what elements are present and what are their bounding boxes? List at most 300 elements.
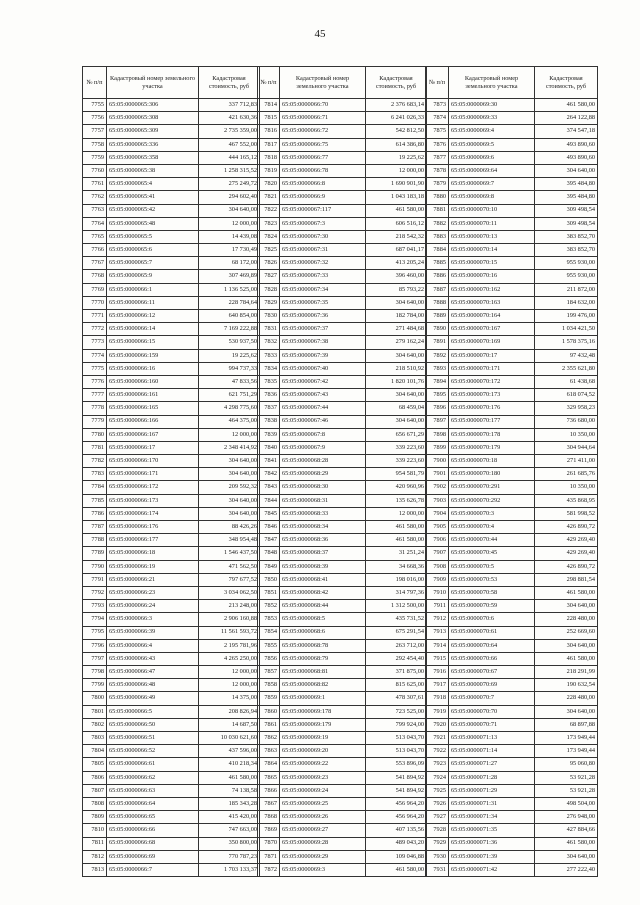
cadastral-number: 65:05:0000066:1 [107,283,199,296]
cadastral-number: 65:05:0000068:78 [280,639,366,652]
table-row [83,784,260,797]
table-row [83,99,260,112]
table-row [83,679,260,692]
table-row [258,375,427,388]
row-number: 7760 [83,164,107,177]
cadastral-value: 182 784,00 [366,310,427,323]
table-row [83,613,260,626]
cadastral-value: 723 525,00 [366,705,427,718]
cadastral-number: 65:05:0000068:33 [280,507,366,520]
cadastral-number: 65:05:0000066:65 [107,811,199,824]
table-row [426,217,598,230]
row-number: 7787 [83,521,107,534]
table-row [83,732,260,745]
row-number: 7804 [83,745,107,758]
cadastral-number: 65:05:0000067:31 [280,244,366,257]
table-row [258,323,427,336]
row-number: 7911 [426,600,449,613]
row-number: 7823 [258,217,280,230]
row-number: 7758 [83,138,107,151]
row-number: 7851 [258,586,280,599]
table-body [426,99,598,877]
cadastral-number: 65:05:0000069:24 [280,784,366,797]
table-row [258,745,427,758]
cadastral-number: 65:05:0000070:163 [449,296,535,309]
cadastral-number: 65:05:0000066:70 [280,99,366,112]
cadastral-value: 513 043,70 [366,732,427,745]
table-row [83,296,260,309]
cadastral-value: 471 562,50 [199,560,260,573]
cadastral-number: 65:05:0000070:58 [449,586,535,599]
cadastral-number: 65:05:0000067:46 [280,415,366,428]
cadastral-value: 383 852,70 [535,244,598,257]
table-row [83,771,260,784]
row-number: 7925 [426,784,449,797]
row-number: 7849 [258,560,280,573]
table-row [83,191,260,204]
table-row [426,784,598,797]
cadastral-number: 65:05:0000070:292 [449,494,535,507]
cadastral-number: 65:05:0000069:64 [449,164,535,177]
table-row [83,125,260,138]
table-row [426,521,598,534]
cadastral-number: 65:05:0000066:172 [107,481,199,494]
cadastral-number: 65:05:0000069:6 [449,151,535,164]
table-row [258,257,427,270]
cadastral-number: 65:05:0000066:72 [280,125,366,138]
cadastral-number: 65:05:0000066:171 [107,468,199,481]
cadastral-value: 736 680,00 [535,415,598,428]
cadastral-value: 7 169 222,88 [199,323,260,336]
cadastral-value: 271 484,68 [366,323,427,336]
row-number: 7884 [426,244,449,257]
row-number: 7850 [258,573,280,586]
cadastral-number: 65:05:0000065:42 [107,204,199,217]
row-number: 7815 [258,112,280,125]
table-row [83,164,260,177]
cadastral-value: 88 426,26 [199,521,260,534]
row-number: 7829 [258,296,280,309]
header-num: № п/п [258,67,280,99]
cadastral-number: 65:05:0000069:4 [449,125,535,138]
row-number: 7798 [83,666,107,679]
table-row [83,560,260,573]
table-row [426,336,598,349]
cadastral-value: 542 812,50 [366,125,427,138]
cadastral-number: 65:05:0000068:82 [280,679,366,692]
cadastral-number: 65:05:0000068:31 [280,494,366,507]
cadastral-value: 1 258 315,52 [199,164,260,177]
cadastral-value: 228 784,64 [199,296,260,309]
cadastral-number: 65:05:0000066:160 [107,375,199,388]
row-number: 7898 [426,428,449,441]
cadastral-value: 10 030 621,60 [199,732,260,745]
cadastral-value: 350 800,00 [199,837,260,850]
row-number: 7797 [83,652,107,665]
cadastral-value: 461 580,00 [535,652,598,665]
table-row [83,481,260,494]
cadastral-value: 209 592,32 [199,481,260,494]
cadastral-value: 541 894,92 [366,784,427,797]
cadastral-value: 614 386,80 [366,138,427,151]
table-row [83,402,260,415]
table-row [83,666,260,679]
cadastral-number: 65:05:0000070:64 [449,639,535,652]
cadastral-value: 541 894,92 [366,771,427,784]
table-row [83,586,260,599]
table-row [258,494,427,507]
table-row [258,441,427,454]
row-number: 7775 [83,362,107,375]
table-row [258,362,427,375]
table-row [258,771,427,784]
row-number: 7879 [426,178,449,191]
cadastral-number: 65:05:0000067:44 [280,402,366,415]
cadastral-number: 65:05:0000068:42 [280,586,366,599]
cadastral-value: 14 687,50 [199,718,260,731]
row-number: 7864 [258,758,280,771]
table-row [258,560,427,573]
cadastral-number: 65:05:0000066:8 [280,178,366,191]
row-number: 7779 [83,415,107,428]
cadastral-value: 1 043 183,18 [366,191,427,204]
table-row [83,230,260,243]
cadastral-value: 95 060,80 [535,758,598,771]
cadastral-value: 47 833,56 [199,375,260,388]
table-row [426,375,598,388]
row-number: 7889 [426,310,449,323]
cadastral-value: 413 205,24 [366,257,427,270]
row-number: 7811 [83,837,107,850]
cadastral-value: 426 890,72 [535,521,598,534]
table-row [83,547,260,560]
cadastral-value: 656 671,29 [366,428,427,441]
cadastral-value: 513 043,70 [366,745,427,758]
row-number: 7766 [83,244,107,257]
table-row [426,296,598,309]
row-number: 7899 [426,441,449,454]
row-number: 7902 [426,481,449,494]
table-row [83,639,260,652]
row-number: 7931 [426,863,449,876]
cadastral-value: 304 640,00 [366,349,427,362]
cadastral-value: 185 343,28 [199,797,260,810]
row-number: 7893 [426,362,449,375]
table-row [83,573,260,586]
cadastral-value: 429 269,40 [535,547,598,560]
cadastral-number: 65:05:0000066:39 [107,626,199,639]
cadastral-value: 435 731,52 [366,613,427,626]
row-number: 7825 [258,244,280,257]
row-number: 7762 [83,191,107,204]
cadastral-value: 2 735 359,00 [199,125,260,138]
cadastral-number: 65:05:0000066:176 [107,521,199,534]
cadastral-number: 65:05:0000071:35 [449,824,535,837]
table-row [426,560,598,573]
cadastral-value: 14 375,00 [199,692,260,705]
cadastral-number: 65:05:0000069:7 [449,178,535,191]
cadastral-number: 65:05:0000068:39 [280,560,366,573]
table-row [258,534,427,547]
row-number: 7852 [258,600,280,613]
table-row [83,217,260,230]
table-row [258,402,427,415]
cadastral-number: 65:05:0000070:61 [449,626,535,639]
table-row [83,244,260,257]
table-row [258,191,427,204]
cadastral-value: 304 640,00 [199,204,260,217]
row-number: 7813 [83,863,107,876]
cadastral-value: 955 930,00 [535,270,598,283]
cadastral-value: 10 350,00 [535,481,598,494]
cadastral-number: 65:05:0000070:59 [449,600,535,613]
row-number: 7914 [426,639,449,652]
table-header-row [426,67,598,99]
cadastral-value: 275 249,72 [199,178,260,191]
cadastral-value: 19 225,62 [366,151,427,164]
table-row [83,455,260,468]
cadastral-number: 65:05:0000070:14 [449,244,535,257]
cadastral-value: 799 924,00 [366,718,427,731]
cadastral-number: 65:05:0000070:291 [449,481,535,494]
cadastral-number: 65:05:0000071:27 [449,758,535,771]
cadastral-value: 304 640,00 [199,507,260,520]
table-row [426,507,598,520]
table-row [83,600,260,613]
cadastral-value: 675 291,54 [366,626,427,639]
row-number: 7875 [426,125,449,138]
cadastral-number: 65:05:0000065:309 [107,125,199,138]
row-number: 7913 [426,626,449,639]
cadastral-value: 640 854,00 [199,310,260,323]
cadastral-number: 65:05:0000066:165 [107,402,199,415]
cadastral-number: 65:05:0000065:38 [107,164,199,177]
table-row [258,99,427,112]
cadastral-value: 337 712,83 [199,99,260,112]
cadastral-number: 65:05:0000065:48 [107,217,199,230]
table-row [426,547,598,560]
row-number: 7869 [258,824,280,837]
cadastral-number: 65:05:0000066:61 [107,758,199,771]
table-row [83,718,260,731]
cadastral-value: 1 578 375,16 [535,336,598,349]
cadastral-number: 65:05:0000069:8 [449,191,535,204]
table-row [426,626,598,639]
row-number: 7921 [426,732,449,745]
table-row [83,745,260,758]
cadastral-value: 261 685,76 [535,468,598,481]
cadastral-value: 228 480,00 [535,613,598,626]
cadastral-number: 65:05:0000066:23 [107,586,199,599]
cadastral-number: 65:05:0000068:41 [280,573,366,586]
table-row [426,402,598,415]
table-row [426,639,598,652]
table-row [83,389,260,402]
cadastral-number: 65:05:0000065:6 [107,244,199,257]
row-number: 7788 [83,534,107,547]
cadastral-value: 12 000,00 [366,507,427,520]
cadastral-value: 184 632,00 [535,296,598,309]
row-number: 7877 [426,151,449,164]
row-number: 7832 [258,336,280,349]
cadastral-value: 109 046,88 [366,850,427,863]
cadastral-number: 65:05:0000070:173 [449,389,535,402]
row-number: 7865 [258,771,280,784]
row-number: 7901 [426,468,449,481]
cadastral-value: 1 312 500,00 [366,600,427,613]
row-number: 7792 [83,586,107,599]
cadastral-number: 65:05:0000071:14 [449,745,535,758]
row-number: 7871 [258,850,280,863]
cadastral-value: 621 751,29 [199,389,260,402]
cadastral-value: 461 580,00 [366,534,427,547]
row-number: 7763 [83,204,107,217]
cadastral-number: 65:05:0000070:169 [449,336,535,349]
cadastral-value: 747 663,00 [199,824,260,837]
cadastral-value: 2 195 781,96 [199,639,260,652]
cadastral-number: 65:05:0000069:25 [280,797,366,810]
row-number: 7906 [426,534,449,547]
cadastral-number: 65:05:0000069:19 [280,732,366,745]
cadastral-value: 339 223,60 [366,455,427,468]
cadastral-number: 65:05:0000071:31 [449,797,535,810]
row-number: 7840 [258,441,280,454]
cadastral-value: 276 948,00 [535,811,598,824]
table-row [83,494,260,507]
cadastral-number: 65:05:0000070:176 [449,402,535,415]
cadastral-value: 437 596,00 [199,745,260,758]
row-number: 7770 [83,296,107,309]
table-row [426,586,598,599]
cadastral-number: 65:05:0000066:50 [107,718,199,731]
table-row [258,178,427,191]
table-row [426,125,598,138]
table-row [258,692,427,705]
row-number: 7861 [258,718,280,731]
row-number: 7874 [426,112,449,125]
cadastral-number: 65:05:0000065:5 [107,230,199,243]
table-row [258,573,427,586]
row-number: 7863 [258,745,280,758]
cadastral-value: 461 580,00 [535,837,598,850]
cadastral-value: 493 890,60 [535,138,598,151]
cadastral-number: 65:05:0000069:27 [280,824,366,837]
cadastral-number: 65:05:0000066:24 [107,600,199,613]
cadastral-number: 65:05:0000070:71 [449,718,535,731]
row-number: 7862 [258,732,280,745]
cadastral-number: 65:05:0000070:18 [449,455,535,468]
row-number: 7917 [426,679,449,692]
table-row [426,758,598,771]
cadastral-value: 456 964,20 [366,797,427,810]
table-row [258,296,427,309]
table-row [258,758,427,771]
cadastral-number: 65:05:0000066:19 [107,560,199,573]
cadastral-number: 65:05:0000070:5 [449,560,535,573]
row-number: 7801 [83,705,107,718]
row-number: 7882 [426,217,449,230]
row-number: 7803 [83,732,107,745]
row-number: 7780 [83,428,107,441]
cadastral-value: 407 135,56 [366,824,427,837]
table-row [258,481,427,494]
table-row [426,323,598,336]
cadastral-number: 65:05:0000071:34 [449,811,535,824]
table-row [426,613,598,626]
cadastral-value: 2 376 683,14 [366,99,427,112]
table-row [258,455,427,468]
cadastral-number: 65:05:0000066:75 [280,138,366,151]
cadastral-number: 65:05:0000067:36 [280,310,366,323]
cadastral-number: 65:05:0000067:32 [280,257,366,270]
row-number: 7903 [426,494,449,507]
cadastral-number: 65:05:0000069:33 [449,112,535,125]
cadastral-value: 218 542,32 [366,230,427,243]
table-row [83,112,260,125]
table-row [258,151,427,164]
row-number: 7782 [83,455,107,468]
row-number: 7781 [83,441,107,454]
row-number: 7841 [258,455,280,468]
cadastral-number: 65:05:0000069:3 [280,863,366,876]
cadastral-number: 65:05:0000065:4 [107,178,199,191]
cadastral-value: 461 580,00 [535,586,598,599]
row-number: 7816 [258,125,280,138]
cadastral-number: 65:05:0000070:45 [449,547,535,560]
page-number: 45 [314,28,326,40]
table-row [258,125,427,138]
table-row [258,679,427,692]
row-number: 7842 [258,468,280,481]
cadastral-value: 461 580,00 [366,204,427,217]
row-number: 7909 [426,573,449,586]
cadastral-value: 12 000,00 [199,666,260,679]
cadastral-number: 65:05:0000065:306 [107,99,199,112]
cadastral-number: 65:05:0000071:39 [449,850,535,863]
table-row [258,507,427,520]
table-row [426,415,598,428]
table-row [258,600,427,613]
cadastral-value: 1 703 133,37 [199,863,260,876]
cadastral-number: 65:05:0000066:16 [107,362,199,375]
cadastral-value: 371 875,00 [366,666,427,679]
table-row [426,362,598,375]
cadastral-number: 65:05:0000067:34 [280,283,366,296]
cadastral-number: 65:05:0000069:20 [280,745,366,758]
row-number: 7819 [258,164,280,177]
table-row [83,428,260,441]
cadastral-value: 74 138,58 [199,784,260,797]
row-number: 7795 [83,626,107,639]
table-row [83,151,260,164]
table-row [426,811,598,824]
cadastral-value: 292 454,40 [366,652,427,665]
cadastral-number: 65:05:0000070:10 [449,204,535,217]
row-number: 7894 [426,375,449,388]
row-number: 7872 [258,863,280,876]
row-number: 7839 [258,428,280,441]
cadastral-number: 65:05:0000067:37 [280,323,366,336]
table-row [426,389,598,402]
table-row [258,336,427,349]
cadastral-number: 65:05:0000066:5 [107,705,199,718]
cadastral-number: 65:05:0000065:9 [107,270,199,283]
header-value: Кадастровая стоимость, руб [199,67,260,99]
table-body [258,99,427,877]
row-number: 7791 [83,573,107,586]
cadastral-value: 581 998,52 [535,507,598,520]
cadastral-number: 65:05:0000067:38 [280,336,366,349]
